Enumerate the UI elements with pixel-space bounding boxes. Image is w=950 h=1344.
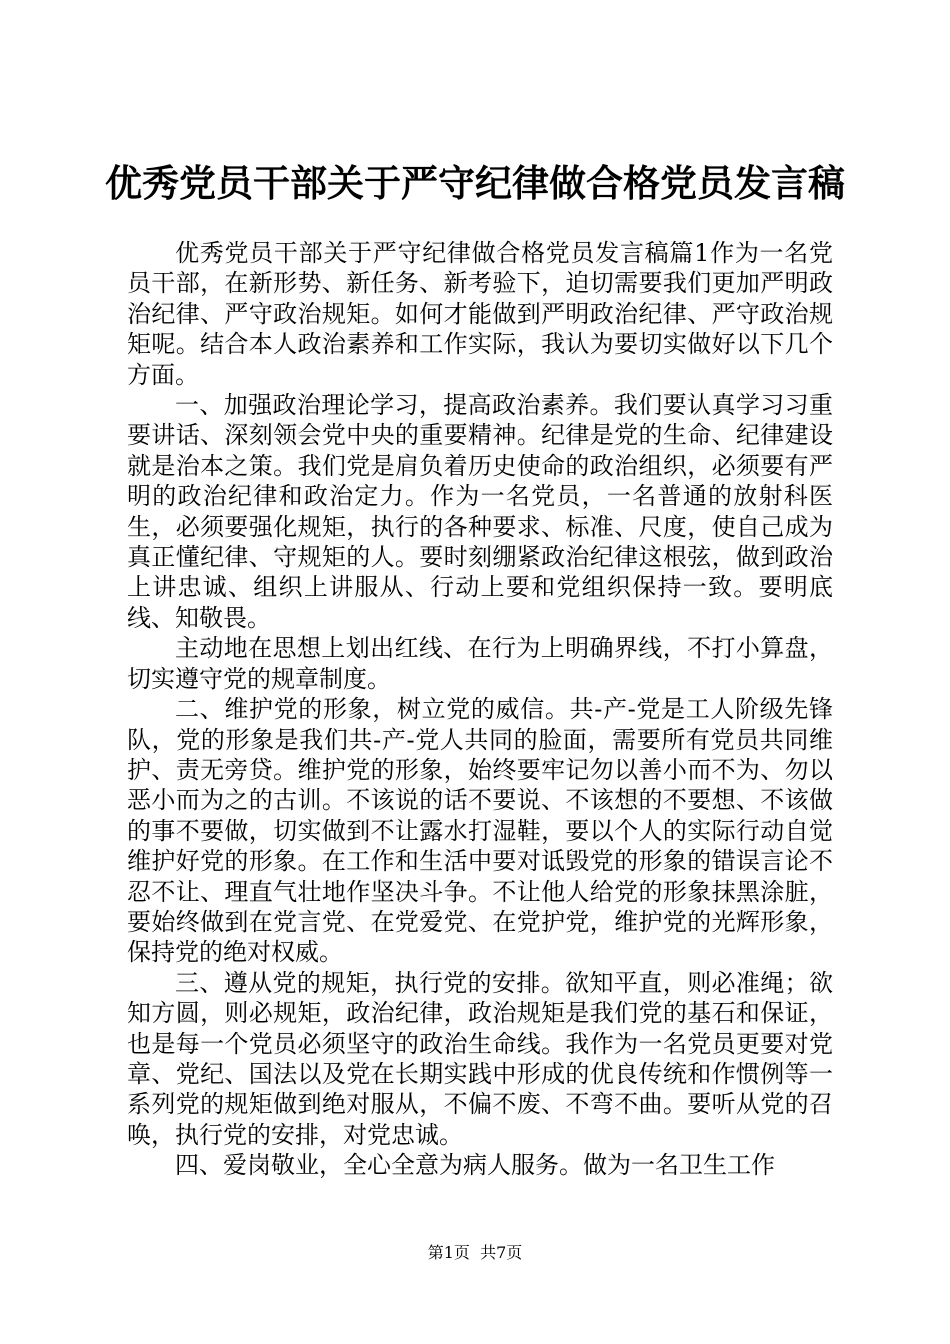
paragraph-section-4: 四、爱岗敬业，全心全意为病人服务。做为一名卫生工作	[175, 1151, 775, 1180]
paragraph-intro: 优秀党员干部关于严守纪律做合格党员发言稿篇1作为一名党员干部，在新形势、新任务、新考验下，迫切需要我们更加严明政治纪律、严守政治规矩。如何才能做到严明政治纪律、严守政治规矩呢。结合本人政治素养和工作实际，我认为要切实做好以下几个方面。	[127, 239, 833, 389]
paragraph-section-3: 三、遵从党的规矩，执行党的安排。欲知平直，则必准绳；欲知方圆，则必规矩，政治纪律，政治规矩是我们党的基石和保证，也是每一个党员必须坚守的政治生命线。我作为一名党员更要对党章、党纪、国法以及党在长期实践中形成的优良传统和作惯例等一系列党的规矩做到绝对服从，不偏不废、不弯不曲。要听从党的召唤，执行党的安排，对党忠诚。	[127, 968, 833, 1149]
paragraph-section-1: 一、加强政治理论学习，提高政治素养。我们要认真学习习重要讲话、深刻领会党中央的重要精神。纪律是党的生命、纪律建设就是治本之策。我们党是肩负着历史使命的政治组织，必须要有严明的政治纪律和政治定力。作为一名党员，一名普通的放射科医生，必须要强化规矩，执行的各种要求、标准、尺度，使自己成为真正懂纪律、守规矩的人。要时刻绷紧政治纪律这根弦，做到政治上讲忠诚、组织上讲服从、行动上要和党组织保持一致。要明底线、知敬畏。	[127, 391, 833, 632]
document-body	[127, 238, 833, 1181]
paragraph-section-2: 二、维护党的形象，树立党的威信。共-产-党是工人阶级先锋队，党的形象是我们共-产-党人共同的脸面，需要所有党员共同维护、责无旁贷。维护党的形象，始终要牢记勿以善小而不为、勿以恶小而为之的古训。不该说的话不要说、不该想的不要想、不该做的事不要做，切实做到不让露水打湿鞋，要以个人的实际行动自觉维护好党的形象。在工作和生活中要对诋毁党的形象的错误言论不忍不让、理直气壮地作坚决斗争。不让他人给党的形象抹黑涂脏，要始终做到在党言党、在党爱党、在党护党，维护党的光辉形象，保持党的绝对权威。	[127, 695, 833, 967]
paragraph-section-1-cont: 主动地在思想上划出红线、在行为上明确界线，不打小算盘，切实遵守党的规章制度。	[127, 634, 833, 693]
document-title: 优秀党员干部关于严守纪律做合格党员发言稿	[105, 161, 845, 205]
page-number-footer: 第1页 共7页	[427, 1243, 523, 1262]
